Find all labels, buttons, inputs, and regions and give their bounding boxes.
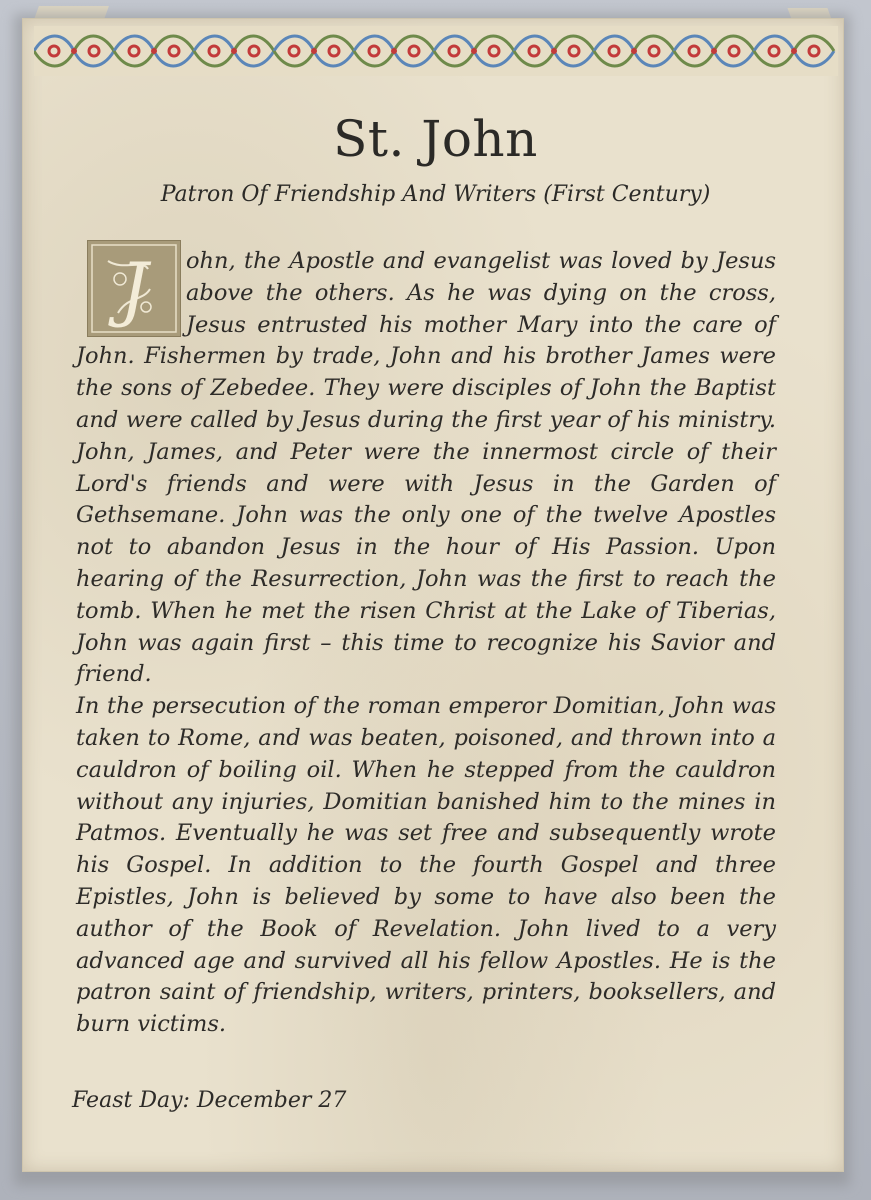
- paragraph-1-text: ohn, the Apostle and evangelist was loved by Jesus above the others. As he was dying on the cross, Jesus entrusted his mother Mary into the care of John. Fishermen by trade, John and his brother James were the sons of Zebedee. They were disciples of John the Baptist and were called by Jesus during the first year of his ministry. John, James, and Peter were the innermost circle of their Lord's friends and were with Jesus in the Garden of Gethsemane. John was the only one of the twelve Apostles not to abandon Jesus in the hour of His Passion. Upon hearing of the Resurrection, John was the first to reach the tomb. When he met the risen Christ at the Lake of Tiberias, John was again first – this time to recognize his Savior and friend.: [76, 248, 776, 688]
- card-subtitle: Patron Of Friendship And Writers (First Century): [160, 182, 711, 207]
- feast-day: Feast Day: December 27: [72, 1088, 347, 1113]
- biography-paragraph-2: In the persecution of the roman emperor Domitian, John was taken to Rome, and was beaten, poisoned, and thrown into a cauldron of boiling oil. When he stepped from the cauldron without any injuries, Domitian banished him to the mines in Patmos. Eventually he was set free and subsequently wrote his Gospel. In addition to the fourth Gospel and three Epistles, John is believed by some to have also been the author of the Book of Revelation. John lived to a very advanced age and survived all his fellow Apostles. He is the patron saint of friendship, writers, printers, booksellers, and burn victims.: [76, 693, 776, 1038]
- floral-border-icon: [34, 26, 838, 76]
- drop-cap-spacer: [76, 246, 186, 340]
- card-title: St. John: [333, 110, 538, 168]
- drop-cap-letter: J: [119, 248, 149, 330]
- biography-text: [76, 246, 776, 1041]
- biography-paragraph-1: [76, 246, 776, 691]
